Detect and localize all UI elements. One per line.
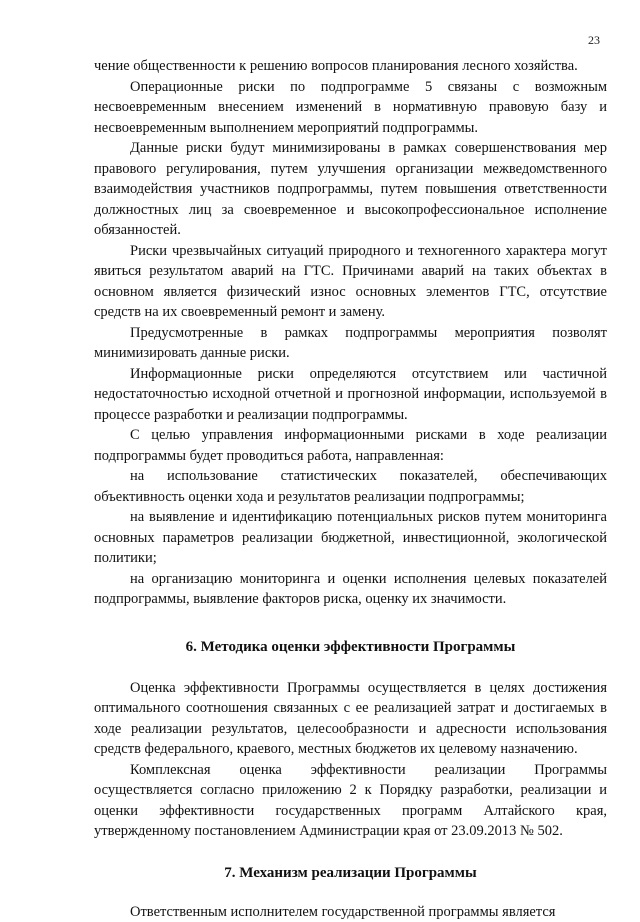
list-item: на организацию мониторинга и оценки исполнения целевых показателей подпрограммы, выявление факторов риска, оценку их значимости. <box>94 569 607 610</box>
document-body <box>94 56 607 922</box>
paragraph: Ответственным исполнителем государственной программы является <box>94 902 607 922</box>
paragraph: Информационные риски определяются отсутствием или частичной недостаточностью исходной отчетной и прогнозной информации, используемой в процессе разработки и реализации подпрограммы. <box>94 364 607 426</box>
page-number: 23 <box>588 33 600 48</box>
paragraph: Риски чрезвычайных ситуаций природного и техногенного характера могут явиться результатом аварий на ГТС. Причинами аварий на таких объектах в основном является физический износ основных элементов ГТС, отсутствие средств на их своевременный ремонт и замену. <box>94 241 607 323</box>
list-item: на использование статистических показателей, обеспечивающих объективность оценки хода и результатов реализации подпрограммы; <box>94 466 607 507</box>
section-heading-7: 7. Механизм реализации Программы <box>94 863 607 883</box>
paragraph: Комплексная оценка эффективности реализации Программы осуществляется согласно приложению 2 к Порядку разработки, реализации и оценки эффективности государственных программ Алтайского края, утвержденному постановлением Администрации края от 23.09.2013 № 502. <box>94 760 607 842</box>
paragraph: Операционные риски по подпрограмме 5 связаны с возможным несвоевременным внесением изменений в нормативную правовую базу и несвоевременным выполнением мероприятий подпрограммы. <box>94 77 607 139</box>
section-heading-6: 6. Методика оценки эффективности Программы <box>94 637 607 657</box>
paragraph: чение общественности к решению вопросов планирования лесного хозяйства. <box>94 56 607 77</box>
paragraph: Оценка эффективности Программы осуществляется в целях достижения оптимального соотношения связанных с ее реализацией затрат и достигаемых в ходе реализации результатов, целесообразности и адресности использования средств федерального, краевого, местных бюджетов их целевому назначению. <box>94 678 607 760</box>
paragraph: Предусмотренные в рамках подпрограммы мероприятия позволят минимизировать данные риски. <box>94 323 607 364</box>
paragraph: С целью управления информационными рисками в ходе реализации подпрограммы будет проводиться работа, направленная: <box>94 425 607 466</box>
list-item: на выявление и идентификацию потенциальных рисков путем мониторинга основных параметров реализации бюджетной, инвестиционной, экологической политики; <box>94 507 607 569</box>
paragraph: Данные риски будут минимизированы в рамках совершенствования мер правового регулирования, путем улучшения организации межведомственного взаимодействия участников подпрограммы, путем повышения ответственности должностных лиц за своевременное и высокопрофессиональное исполнение обязанностей. <box>94 138 607 241</box>
